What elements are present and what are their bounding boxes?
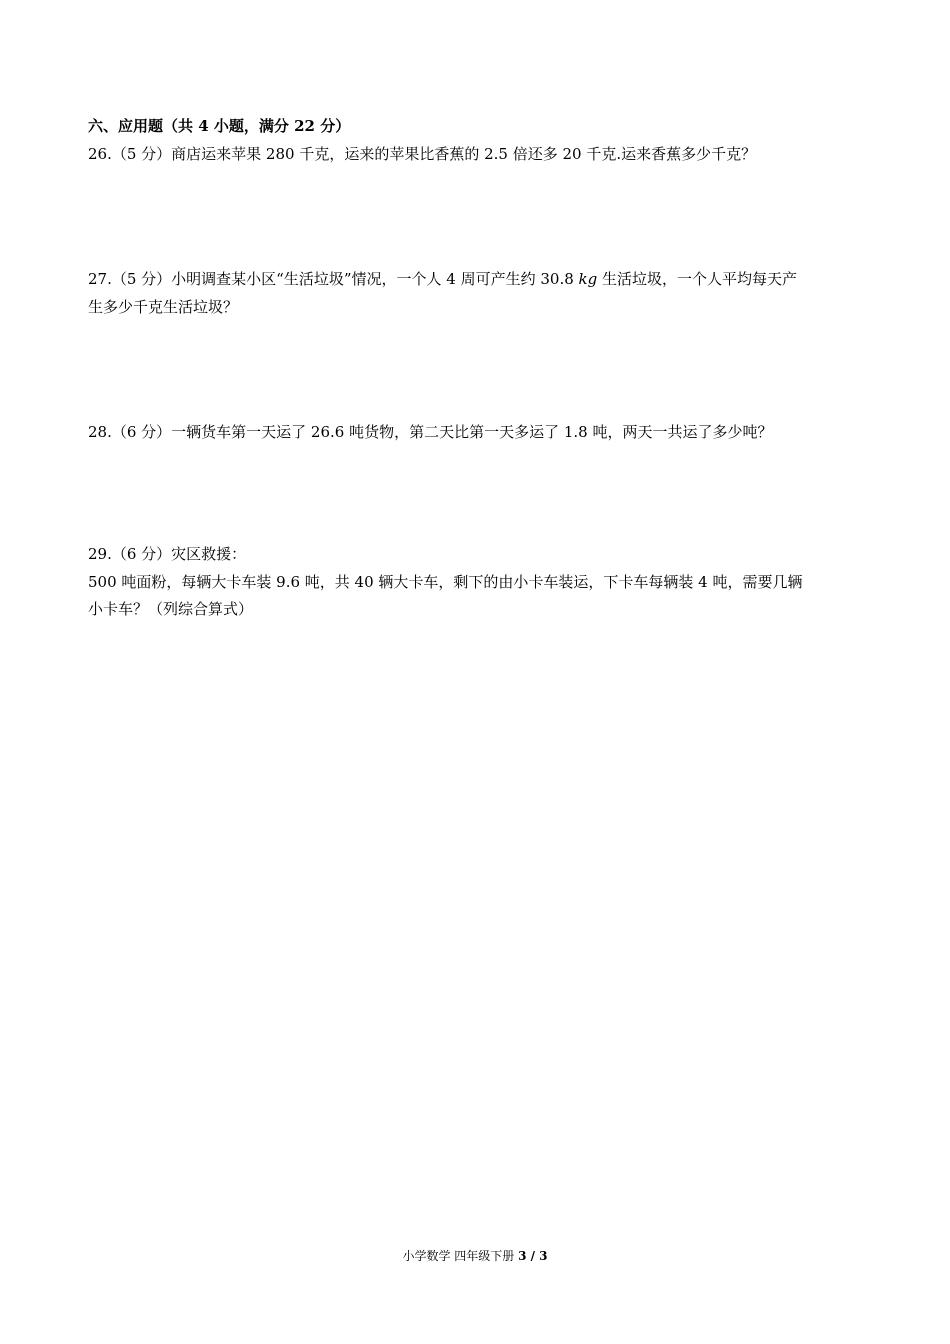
question-29-line-2: 500 吨面粉，每辆大卡车装 9.6 吨，共 40 辆大卡车，剩下的由小卡车装运，下卡车每辆装 4 吨，需要几辆 xyxy=(88,573,803,591)
question-27-line-2: 生多少千克生活垃圾？ xyxy=(88,298,239,316)
question-27-unit: kg xyxy=(578,270,598,288)
question-29-line-1: 29.（6 分）灾区救援： xyxy=(88,545,247,563)
page-footer xyxy=(0,1248,950,1264)
page-number: 3 / 3 xyxy=(518,1249,548,1263)
question-28-text: 28.（6 分）一辆货车第一天运了 26.6 吨货物，第二天比第一天多运了 1.8 吨，两天一共运了多少吨？ xyxy=(88,423,773,441)
question-29-line-3: 小卡车？（列综合算式） xyxy=(88,600,254,618)
question-26-text: 26.（5 分）商店运来苹果 280 千克，运来的苹果比香蕉的 2.5 倍还多 20 千克.运来香蕉多少千克？ xyxy=(88,145,757,163)
section-title: 六、应用题（共 4 小题，满分 22 分） xyxy=(88,117,351,135)
footer-text: 小学数学 四年级下册 xyxy=(402,1249,519,1263)
question-27-text-pre: 27.（5 分）小明调查某小区“生活垃圾”情况，一个人 4 周可产生约 30.8 xyxy=(88,270,579,288)
question-27-text-post: 生活垃圾，一个人平均每天产 xyxy=(597,270,798,288)
question-27-line-1 xyxy=(88,269,797,289)
